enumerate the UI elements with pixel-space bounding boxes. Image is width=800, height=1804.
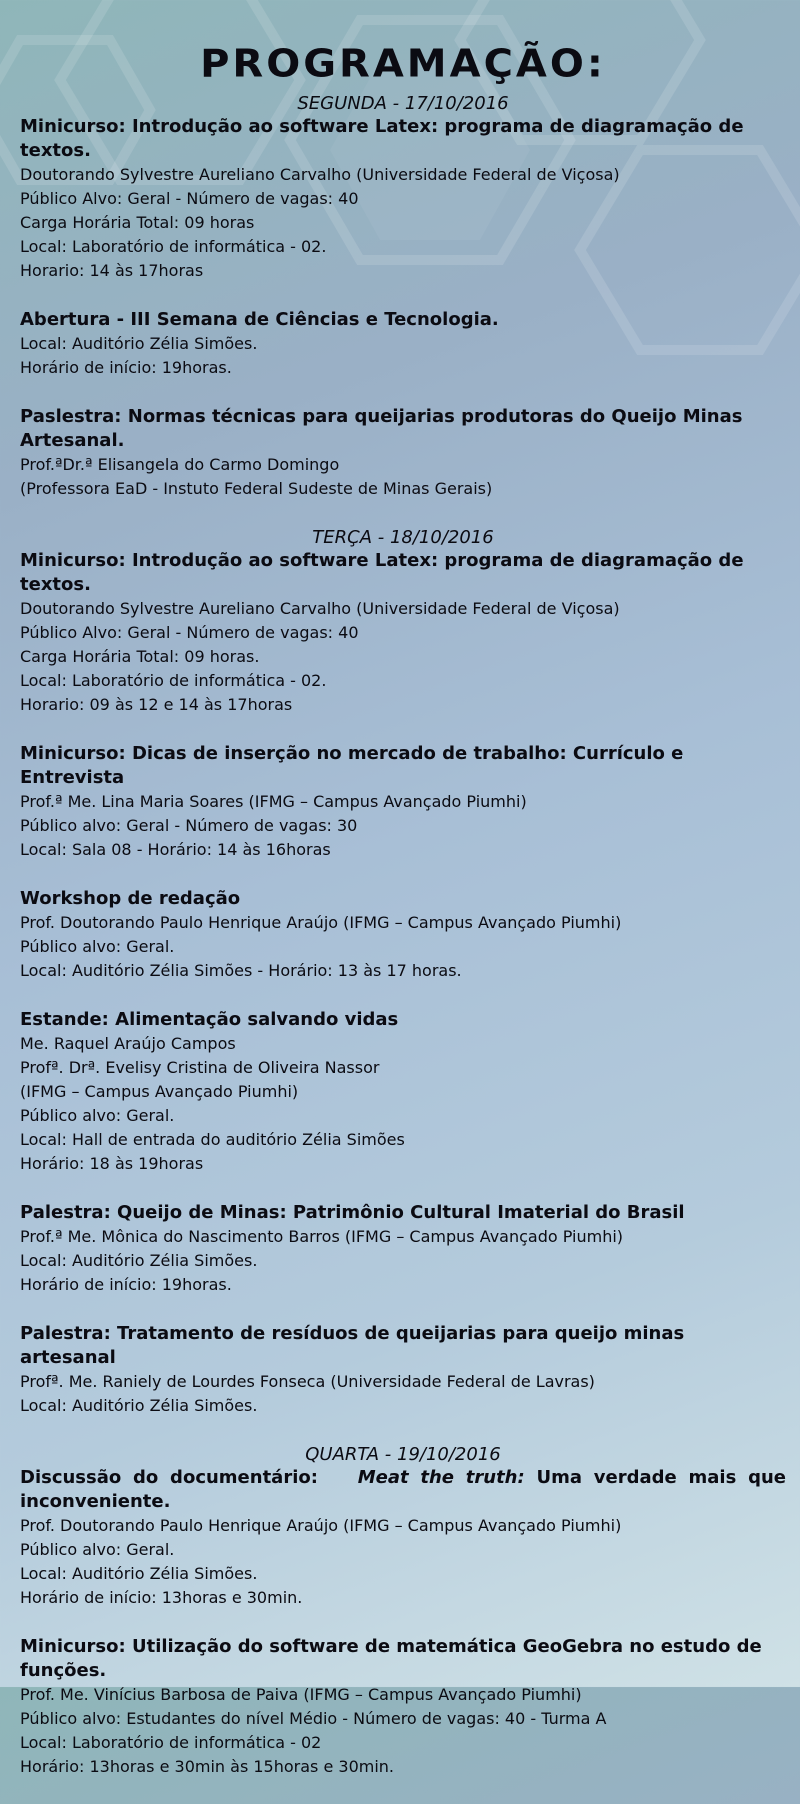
event-detail: Horario: 09 às 12 e 14 às 17horas [20, 695, 293, 714]
event-detail: Local: Auditório Zélia Simões. [20, 334, 258, 353]
event-detail: Público Alvo: Geral - Número de vagas: 40 [20, 189, 359, 208]
event-detail: Prof. Me. Vinícius Barbosa de Paiva (IFMG – Campus Avançado Piumhi) [20, 1685, 582, 1704]
day-heading: QUARTA - 19/10/2016 [305, 1444, 501, 1465]
event-block [20, 1635, 786, 1779]
event-block [20, 1322, 786, 1418]
event-title: Palestra: Queijo de Minas: Patrimônio Cultural Imaterial do Brasil [20, 1202, 685, 1223]
event-detail: Horário: 13horas e 30min às 15horas e 30min. [20, 1757, 394, 1776]
program-content [20, 40, 786, 1804]
event-detail: Doutorando Sylvestre Aureliano Carvalho (Universidade Federal de Viçosa) [20, 599, 620, 618]
event-title: Minicurso: Introdução ao software Latex: programa de diagramação de textos. [20, 116, 744, 161]
event-title: Discussão do documentário: Meat the truth: Uma verdade mais que inconveniente. [20, 1467, 786, 1512]
event-detail: Público alvo: Geral. [20, 1540, 175, 1559]
event-title: Palestra: Tratamento de resíduos de queijarias para queijo minas artesanal [20, 1323, 685, 1368]
event-block [20, 887, 786, 983]
event-detail: Prof. Doutorando Paulo Henrique Araújo (IFMG – Campus Avançado Piumhi) [20, 1516, 622, 1535]
event-detail: Horário de início: 19horas. [20, 358, 232, 377]
event-title: Paslestra: Normas técnicas para queijarias produtoras do Queijo Minas Artesanal. [20, 406, 743, 451]
event-title: Workshop de redação [20, 888, 241, 909]
event-detail: Profª. Me. Raniely de Lourdes Fonseca (Universidade Federal de Lavras) [20, 1372, 595, 1391]
event-detail: Local: Auditório Zélia Simões. [20, 1251, 258, 1270]
day-heading: SEGUNDA - 17/10/2016 [297, 93, 509, 114]
event-detail: (IFMG – Campus Avançado Piumhi) [20, 1082, 299, 1101]
event-detail: (Professora EaD - Instuto Federal Sudeste de Minas Gerais) [20, 479, 493, 498]
event-detail: Carga Horária Total: 09 horas. [20, 647, 260, 666]
day-heading: TERÇA - 18/10/2016 [312, 527, 494, 548]
schedule [20, 92, 786, 1779]
event-detail: Me. Raquel Araújo Campos [20, 1034, 236, 1053]
event-block [20, 1008, 786, 1176]
event-detail: Prof.ªDr.ª Elisangela do Carmo Domingo [20, 455, 340, 474]
event-block [20, 308, 786, 380]
event-detail: Local: Auditório Zélia Simões. [20, 1564, 258, 1583]
event-detail: Doutorando Sylvestre Aureliano Carvalho (Universidade Federal de Viçosa) [20, 165, 620, 184]
event-detail: Local: Laboratório de informática - 02. [20, 671, 327, 690]
event-detail: Local: Laboratório de informática - 02 [20, 1733, 322, 1752]
event-detail: Profª. Drª. Evelisy Cristina de Oliveira Nassor [20, 1058, 380, 1077]
event-detail: Local: Auditório Zélia Simões. [20, 1396, 258, 1415]
event-title: Minicurso: Introdução ao software Latex: programa de diagramação de textos. [20, 550, 744, 595]
event-detail: Prof. Doutorando Paulo Henrique Araújo (IFMG – Campus Avançado Piumhi) [20, 913, 622, 932]
event-block [20, 549, 786, 717]
event-title: Abertura - III Semana de Ciências e Tecnologia. [20, 309, 499, 330]
event-detail: Público alvo: Estudantes do nível Médio - Número de vagas: 40 - Turma A [20, 1709, 607, 1728]
event-title-italic: Meat the truth: [357, 1467, 525, 1488]
page-title: PROGRAMAÇÃO: [200, 42, 606, 86]
event-detail: Prof.ª Me. Lina Maria Soares (IFMG – Campus Avançado Piumhi) [20, 792, 527, 811]
event-block [20, 1466, 786, 1610]
event-detail: Público alvo: Geral. [20, 1106, 175, 1125]
event-detail: Horario: 14 às 17horas [20, 261, 204, 280]
event-block [20, 742, 786, 862]
event-block [20, 115, 786, 283]
event-detail: Público alvo: Geral - Número de vagas: 30 [20, 816, 358, 835]
event-title: Minicurso: Dicas de inserção no mercado de trabalho: Currículo e Entrevista [20, 743, 684, 788]
event-title: Estande: Alimentação salvando vidas [20, 1009, 399, 1030]
event-detail: Local: Auditório Zélia Simões - Horário: 13 às 17 horas. [20, 961, 462, 980]
event-detail: Local: Sala 08 - Horário: 14 às 16horas [20, 840, 331, 859]
event-detail: Público Alvo: Geral - Número de vagas: 40 [20, 623, 359, 642]
event-detail: Horário de início: 19horas. [20, 1275, 232, 1294]
event-detail: Carga Horária Total: 09 horas [20, 213, 255, 232]
event-title: Minicurso: Utilização do software de matemática GeoGebra no estudo de funções. [20, 1636, 762, 1681]
event-detail: Horário: 18 às 19horas [20, 1154, 204, 1173]
event-detail: Horário de início: 13horas e 30min. [20, 1588, 303, 1607]
event-block [20, 1201, 786, 1297]
event-block [20, 405, 786, 501]
event-detail: Local: Laboratório de informática - 02. [20, 237, 327, 256]
event-detail: Prof.ª Me. Mônica do Nascimento Barros (IFMG – Campus Avançado Piumhi) [20, 1227, 624, 1246]
event-detail: Local: Hall de entrada do auditório Zélia Simões [20, 1130, 405, 1149]
event-detail: Público alvo: Geral. [20, 937, 175, 956]
